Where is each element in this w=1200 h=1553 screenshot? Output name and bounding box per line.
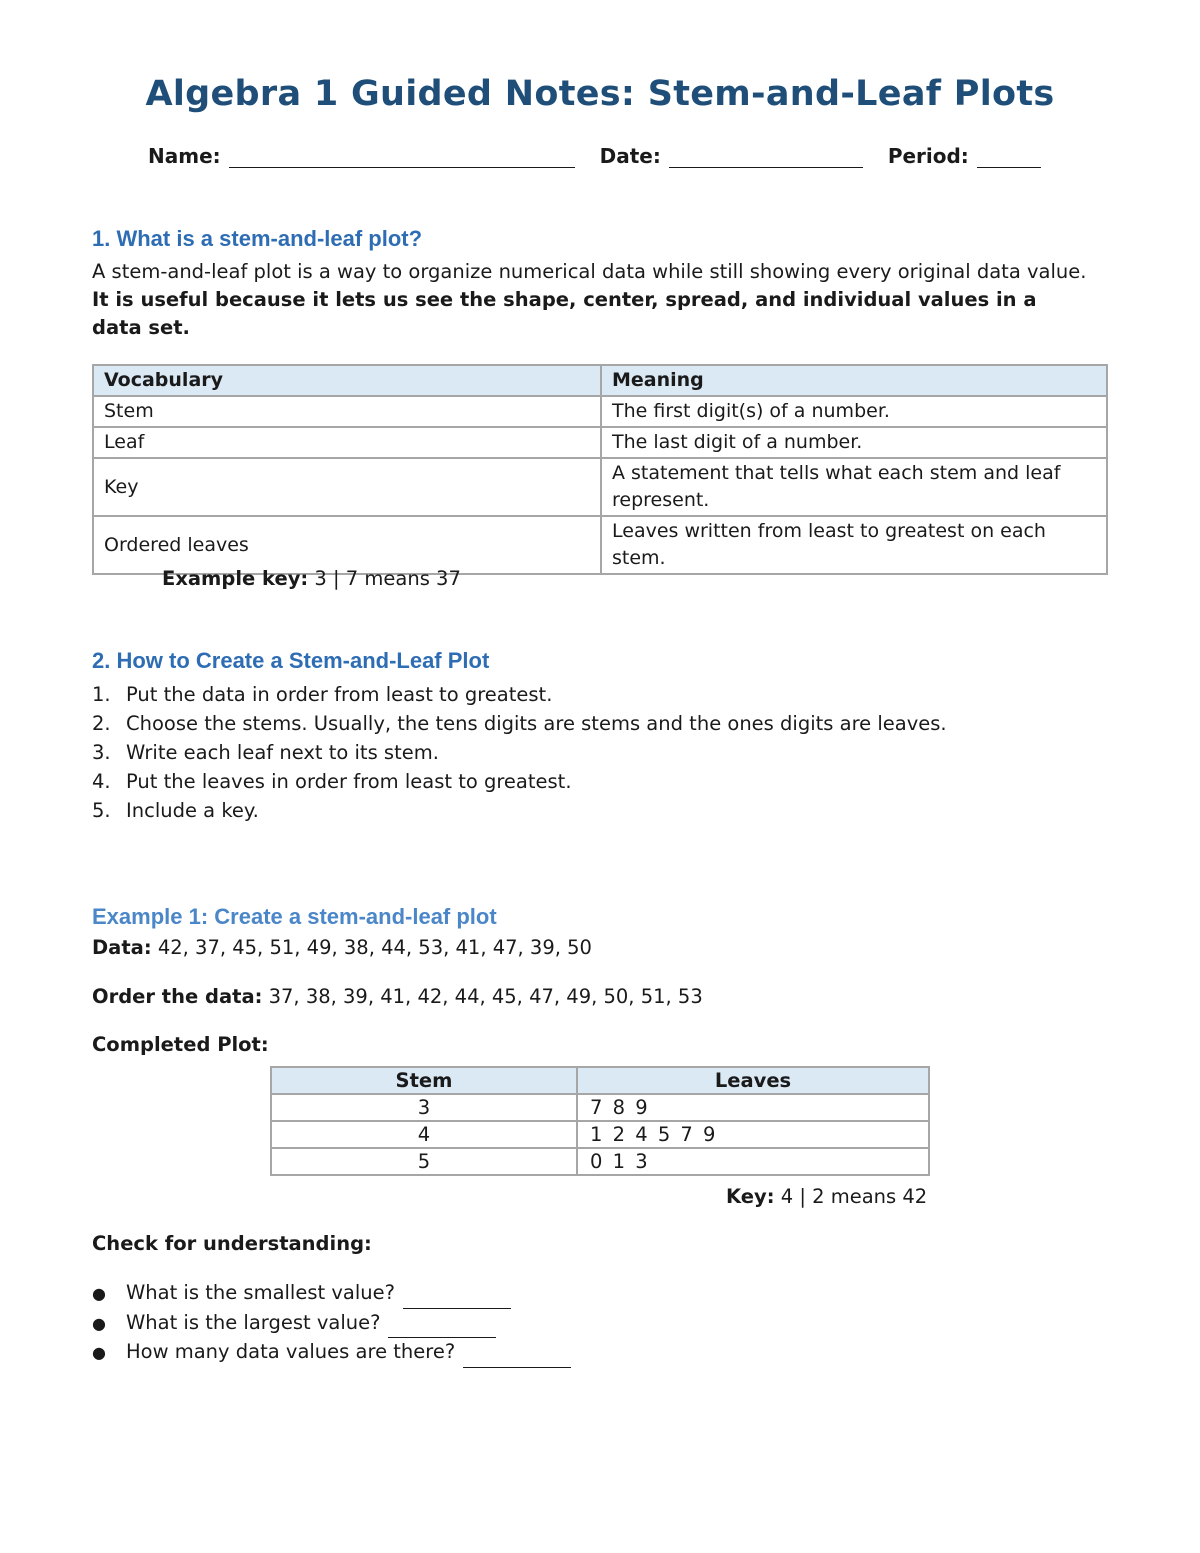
date-label: Date: xyxy=(599,144,661,168)
bullet-icon: ● xyxy=(92,1313,106,1333)
stem-header: Stem xyxy=(271,1067,577,1094)
question-text: How many data values are there? xyxy=(126,1340,456,1363)
question-text: What is the smallest value? xyxy=(126,1281,395,1304)
vocab-term: Leaf xyxy=(93,427,601,458)
plot-key-label: Key: xyxy=(726,1185,775,1208)
step-text: Put the leaves in order from least to greatest. xyxy=(126,770,572,793)
data-values: 42, 37, 45, 51, 49, 38, 44, 53, 41, 47, 39, 50 xyxy=(157,936,592,959)
meaning-header: Meaning xyxy=(601,365,1107,396)
plot-header-row xyxy=(271,1067,929,1094)
section1-intro xyxy=(92,258,1092,342)
plot-key xyxy=(726,1185,927,1208)
list-item xyxy=(92,1337,571,1367)
step-text: Include a key. xyxy=(126,799,259,822)
leaves-cell: 7 8 9 xyxy=(577,1094,929,1121)
steps-list xyxy=(92,680,947,825)
step-number: 3. xyxy=(92,741,111,764)
example-key-label: Example key: xyxy=(162,567,309,590)
vocab-meaning: A statement that tells what each stem and leaf represent. xyxy=(601,458,1107,516)
completed-plot-text: Completed Plot: xyxy=(92,1033,269,1056)
stem-cell: 3 xyxy=(271,1094,577,1121)
list-item xyxy=(92,738,947,767)
table-row xyxy=(93,427,1107,458)
question-text: What is the largest value? xyxy=(126,1310,381,1334)
name-blank[interactable] xyxy=(229,145,575,168)
answer-blank[interactable] xyxy=(463,1347,571,1368)
table-row xyxy=(93,516,1107,574)
stem-cell: 5 xyxy=(271,1148,577,1175)
intro-bold-text: It is useful because it lets us see the shape, center, spread, and individual values in a data set. xyxy=(92,288,1037,339)
bullet-icon: ● xyxy=(92,1343,106,1362)
example1-heading: Example 1: Create a stem-and-leaf plot xyxy=(92,904,497,929)
table-row xyxy=(93,458,1107,516)
step-number: 1. xyxy=(92,683,111,706)
check-heading-text: Check for understanding: xyxy=(92,1232,372,1255)
page-title: Algebra 1 Guided Notes: Stem-and-Leaf Plots xyxy=(145,74,1055,114)
list-item xyxy=(92,1278,571,1308)
intro-text: A stem-and-leaf plot is a way to organize numerical data while still showing every original data value. xyxy=(92,260,1087,283)
section2-heading: 2. How to Create a Stem-and-Leaf Plot xyxy=(92,648,490,673)
stem-cell: 4 xyxy=(271,1121,577,1148)
name-label: Name: xyxy=(148,144,221,168)
leaves-cell: 0 1 3 xyxy=(577,1148,929,1175)
order-label: Order the data: xyxy=(92,985,263,1008)
vocab-term: Stem xyxy=(93,396,601,427)
table-row xyxy=(271,1148,929,1175)
vocab-term: Ordered leaves xyxy=(93,516,601,574)
step-text: Put the data in order from least to greatest. xyxy=(126,683,553,706)
vocab-term: Key xyxy=(93,458,601,516)
data-line xyxy=(92,936,592,959)
vocabulary-table xyxy=(92,364,1108,575)
list-item xyxy=(92,767,947,796)
period-blank[interactable] xyxy=(977,145,1041,168)
student-info-line xyxy=(148,144,1041,168)
vocabulary-header: Vocabulary xyxy=(93,365,601,396)
vocab-meaning: The last digit of a number. xyxy=(601,427,1107,458)
table-row xyxy=(93,396,1107,427)
table-row xyxy=(271,1121,929,1148)
order-values: 37, 38, 39, 41, 42, 44, 45, 47, 49, 50, 51, 53 xyxy=(268,985,703,1008)
list-item xyxy=(92,709,947,738)
stem-leaf-plot-table xyxy=(270,1066,930,1176)
completed-plot-label xyxy=(92,1033,269,1056)
check-heading xyxy=(92,1232,372,1255)
vocab-meaning: Leaves written from least to greatest on each stem. xyxy=(601,516,1107,574)
section1-heading: 1. What is a stem-and-leaf plot? xyxy=(92,226,423,251)
leaves-header: Leaves xyxy=(577,1067,929,1094)
bullet-icon: ● xyxy=(92,1284,106,1303)
step-number: 2. xyxy=(92,712,111,735)
answer-blank[interactable] xyxy=(403,1288,511,1309)
date-blank[interactable] xyxy=(669,145,863,168)
step-number: 5. xyxy=(92,799,111,822)
list-item xyxy=(92,1308,571,1338)
list-item xyxy=(92,680,947,709)
list-item xyxy=(92,796,947,825)
step-text: Choose the stems. Usually, the tens digits are stems and the ones digits are leaves. xyxy=(126,712,947,735)
leaves-cell: 1 2 4 5 7 9 xyxy=(577,1121,929,1148)
vocab-meaning: The first digit(s) of a number. xyxy=(601,396,1107,427)
plot-key-value: 4 | 2 means 42 xyxy=(780,1185,928,1208)
data-label: Data: xyxy=(92,936,152,959)
ordered-data-line xyxy=(92,985,703,1008)
example-key xyxy=(162,567,461,590)
answer-blank[interactable] xyxy=(388,1317,496,1338)
period-label: Period: xyxy=(887,144,969,168)
step-number: 4. xyxy=(92,770,111,793)
table-row xyxy=(271,1094,929,1121)
step-text: Write each leaf next to its stem. xyxy=(126,741,439,764)
example-key-value: 3 | 7 means 37 xyxy=(314,567,461,590)
vocabulary-header-row xyxy=(93,365,1107,396)
check-questions-list xyxy=(92,1278,571,1367)
